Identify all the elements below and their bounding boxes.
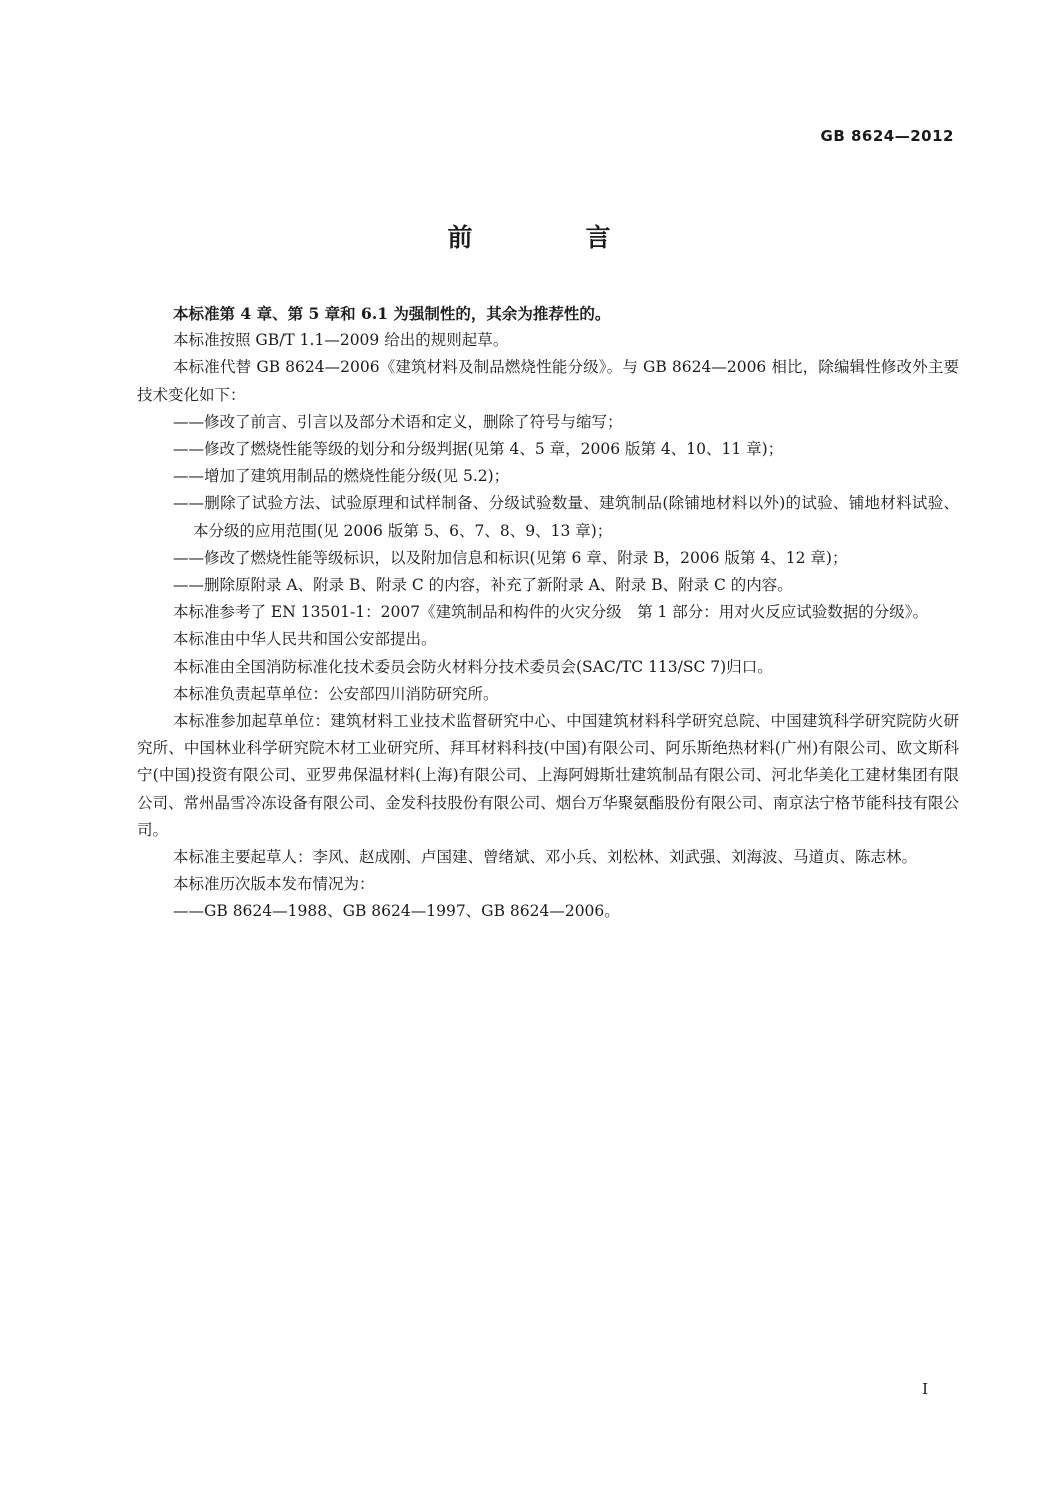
history-item: ——GB 8624—1988、GB 8624—1997、GB 8624—2006。 [173,902,620,921]
change-item: ——修改了燃烧性能等级标识，以及附加信息和标识(见第 6 章、附录 B，2006 版第 4、12 章)； [173,548,848,567]
drafting-rules-statement: 本标准按照 GB/T 1.1—2009 给出的规则起草。 [173,331,509,350]
change-item: ——增加了建筑用制品的燃烧性能分级(见 5.2)； [173,467,510,486]
lead-drafter-statement: 本标准负责起草单位：公安部四川消防研究所。 [173,684,499,703]
main-drafters-statement: 本标准主要起草人：李风、赵成刚、卢国建、曾绪斌、邓小兵、刘松林、刘武强、刘海波、马道贞、陈志林。 [173,848,918,867]
change-item: ——删除原附录 A、附录 B、附录 C 的内容，补充了新附录 A、附录 B、附录 C 的内容。 [173,576,793,595]
committee-statement: 本标准由全国消防标准化技术委员会防火材料分技术委员会(SAC/TC 113/SC 7)归口。 [173,657,773,676]
mandatory-clause-statement: 本标准第 4 章、第 5 章和 6.1 为强制性的，其余为推荐性的。 [173,304,611,323]
change-item: ——删除了试验方法、试验原理和试样制备、分级试验数量、建筑制品(除铺地材料以外)的试验、铺地材料试验、本分级的应用范围(见 2006 版第 5、6、7、8、9、13 章)； [173,494,959,540]
foreword-body [137,300,959,926]
page-title: 前 言 [447,223,655,252]
change-item: ——修改了前言、引言以及部分术语和定义，删除了符号与缩写； [173,412,623,431]
reference-statement: 本标准参考了 EN 13501-1：2007《建筑制品和构件的火灾分级 第 1 部分：用对火反应试验数据的分级》。 [173,603,929,622]
history-statement: 本标准历次版本发布情况为： [173,875,375,894]
participating-units-statement: 本标准参加起草单位：建筑材料工业技术监督研究中心、中国建筑材料科学研究总院、中国建筑科学研究院防火研究所、中国林业科学研究院木材工业研究所、拜耳材料科技(中国)有限公司、阿乐斯绝热材料(广州)有限公司、欧文斯科宁(中国)投资有限公司、亚罗弗保温材料(上海)有限公司、上海阿姆斯壮建筑制品有限公司、河北华美化工建材集团有限公司、常州晶雪冷冻设备有限公司、金发科技股份有限公司、烟台万华聚氨酯股份有限公司、南京法宁格节能科技有限公司。 [137,712,959,839]
standard-number: GB 8624—2012 [820,127,954,145]
proposer-statement: 本标准由中华人民共和国公安部提出。 [173,630,437,649]
replacement-statement: 本标准代替 GB 8624—2006《建筑材料及制品燃烧性能分级》。与 GB 8624—2006 相比，除编辑性修改外主要技术变化如下： [137,358,959,404]
page-number: I [922,1380,928,1398]
change-item: ——修改了燃烧性能等级的划分和分级判据(见第 4、5 章，2006 版第 4、10、11 章)； [173,440,784,459]
